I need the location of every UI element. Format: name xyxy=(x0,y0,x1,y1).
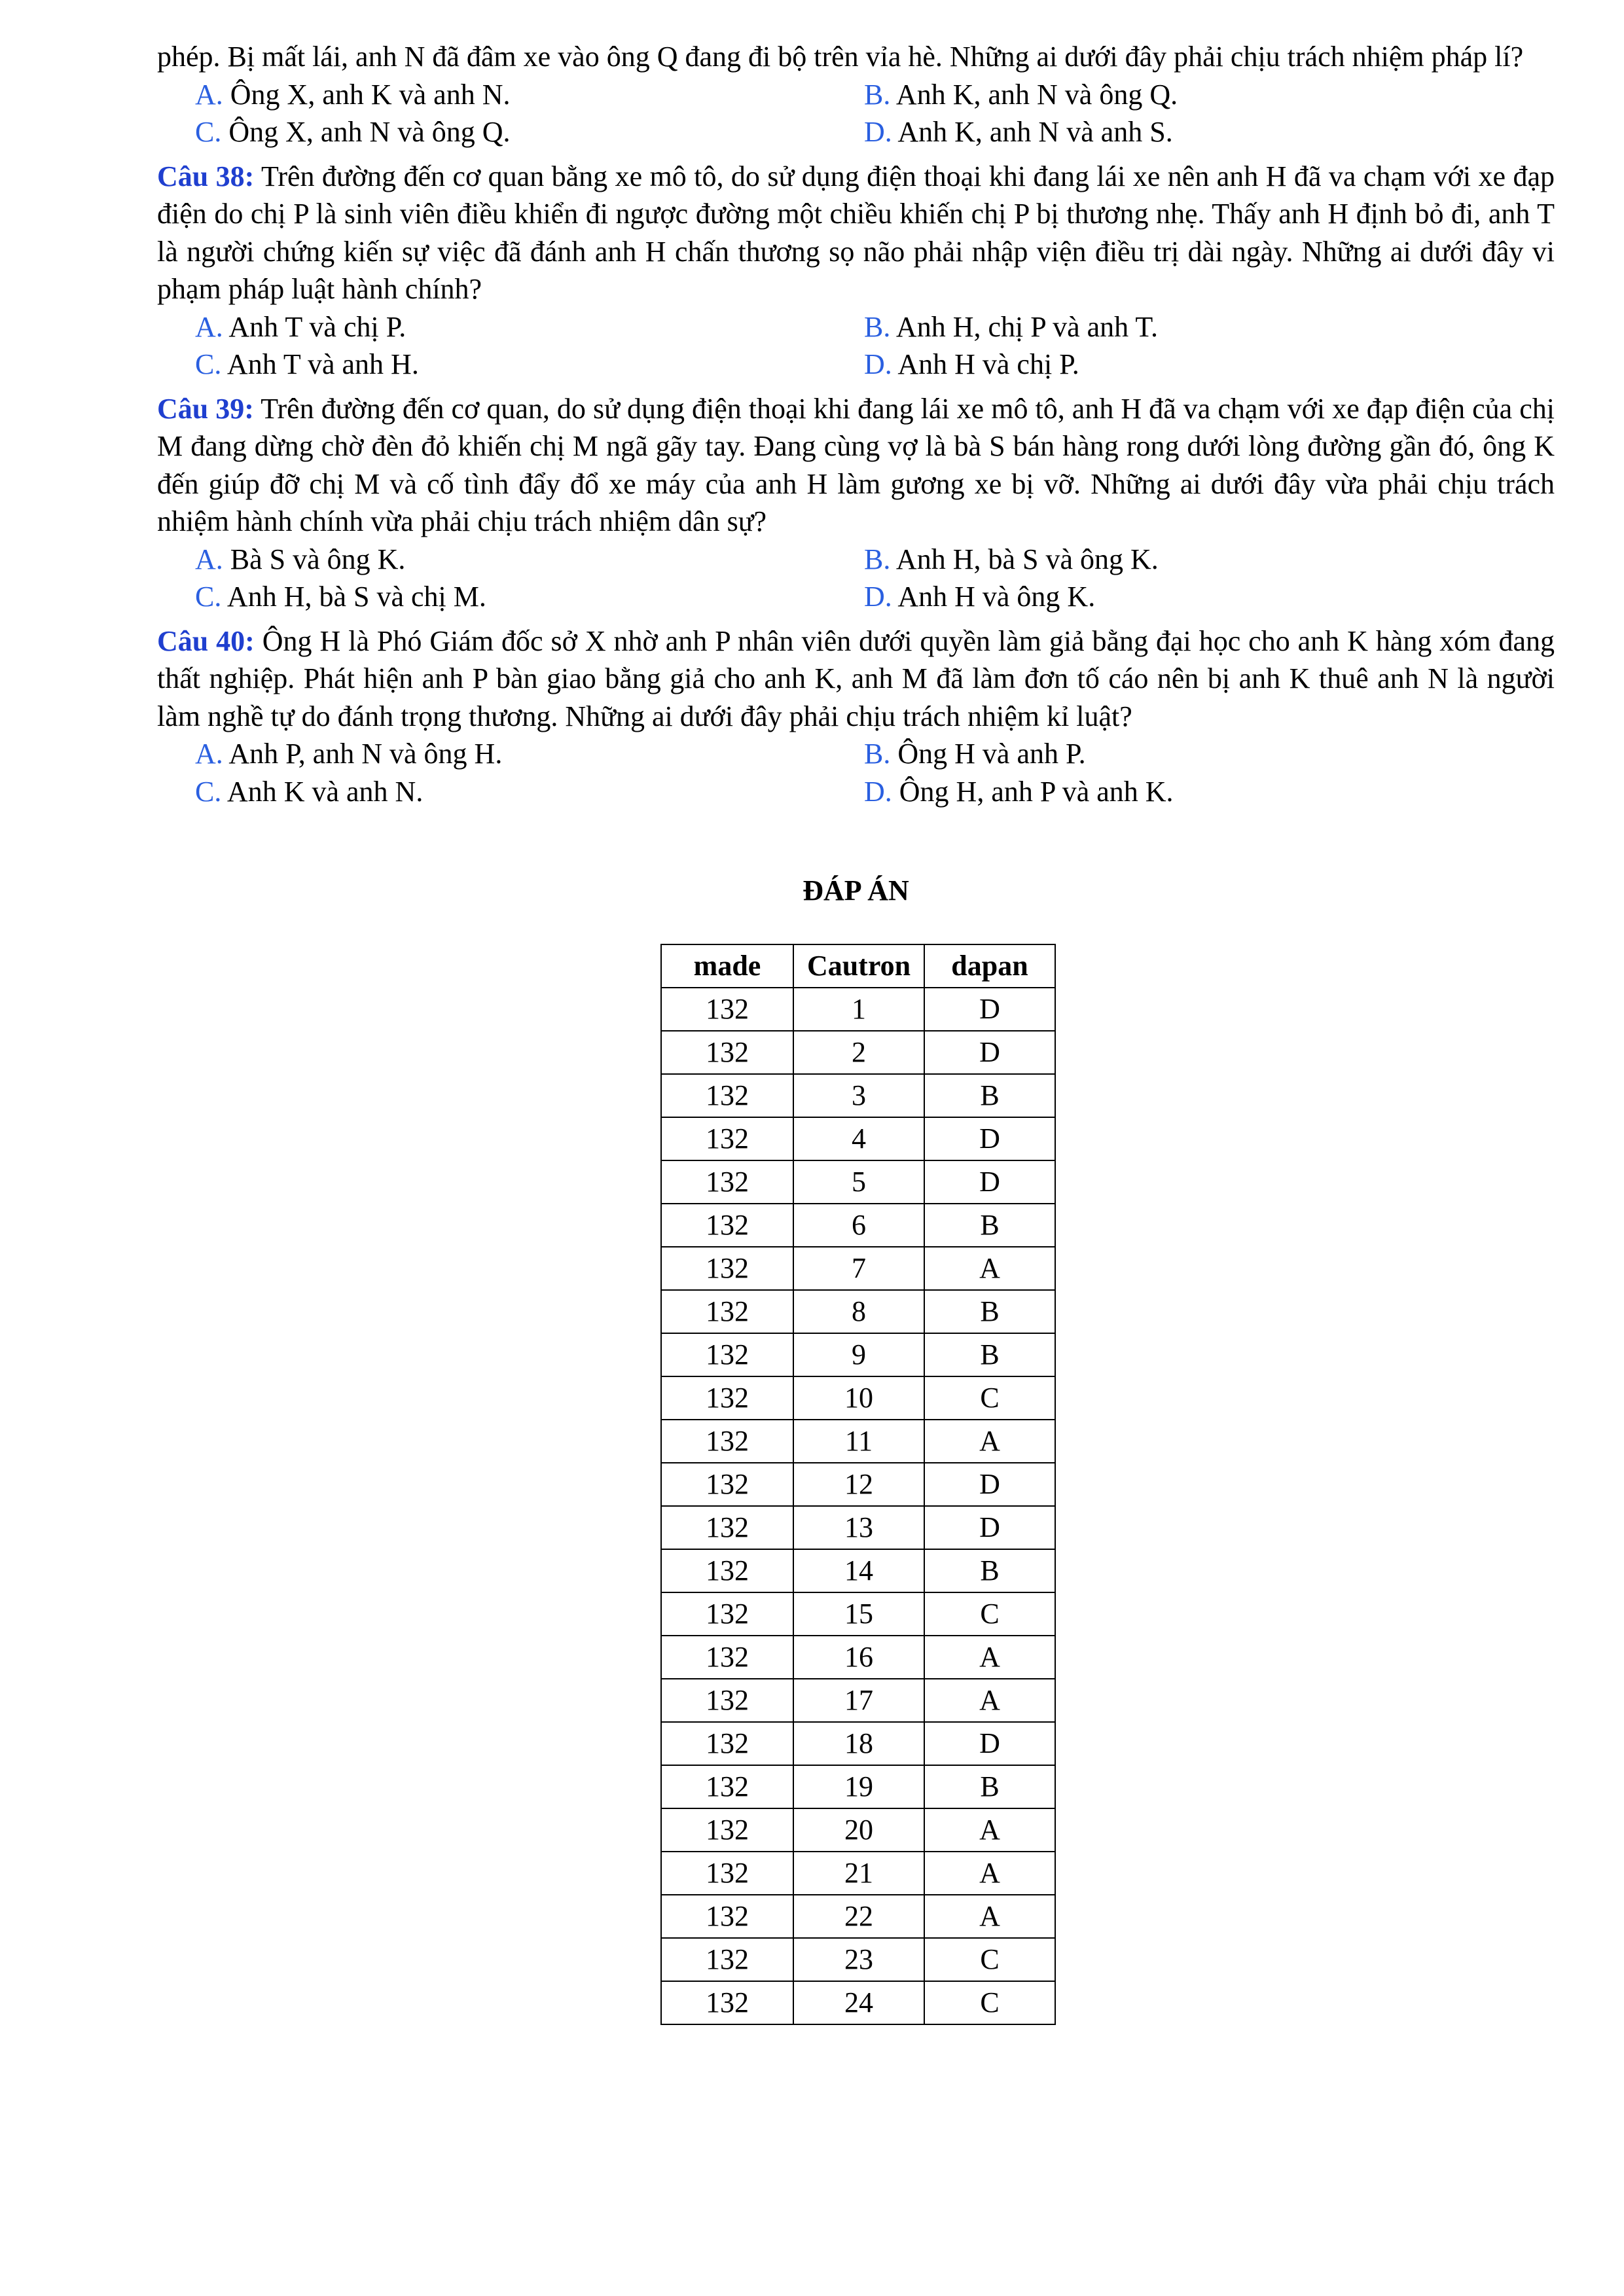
table-row xyxy=(661,1463,1055,1506)
option-letter: A. xyxy=(195,738,223,770)
question-38 xyxy=(157,158,1555,308)
option-text: Anh K, anh N và anh S. xyxy=(892,116,1173,148)
cell-cautron: 1 xyxy=(793,988,924,1031)
cell-cautron: 9 xyxy=(793,1333,924,1376)
cell-made: 132 xyxy=(661,1549,793,1592)
option-row xyxy=(195,346,1555,384)
cell-cautron: 16 xyxy=(793,1636,924,1679)
cell-cautron: 3 xyxy=(793,1074,924,1117)
question-37-continuation: phép. Bị mất lái, anh N đã đâm xe vào ông Q đang đi bộ trên vỉa hè. Những ai dưới đây phải chịu trách nhiệm pháp lí? xyxy=(157,41,1524,73)
option-d xyxy=(864,773,1533,811)
cell-made: 132 xyxy=(661,1765,793,1808)
option-b xyxy=(864,735,1533,773)
option-row xyxy=(195,735,1555,773)
table-row xyxy=(661,1852,1055,1895)
option-text: Anh H, bà S và ông K. xyxy=(890,543,1159,575)
cell-made: 132 xyxy=(661,1938,793,1981)
question-40-options xyxy=(157,735,1555,810)
cell-dapan: A xyxy=(924,1895,1055,1938)
table-row xyxy=(661,1549,1055,1592)
cell-made: 132 xyxy=(661,1981,793,2024)
table-row xyxy=(661,1592,1055,1636)
cell-cautron: 5 xyxy=(793,1160,924,1204)
cell-made: 132 xyxy=(661,1204,793,1247)
cell-cautron: 12 xyxy=(793,1463,924,1506)
option-letter: D. xyxy=(864,348,892,380)
table-row xyxy=(661,1160,1055,1204)
option-c xyxy=(195,113,864,151)
option-letter: C. xyxy=(195,775,222,808)
question-39 xyxy=(157,390,1555,541)
option-text: Anh H và chị P. xyxy=(892,348,1079,380)
cell-made: 132 xyxy=(661,1333,793,1376)
option-letter: B. xyxy=(864,310,891,343)
option-text: Anh H, chị P và anh T. xyxy=(890,310,1158,343)
option-b xyxy=(864,541,1533,579)
option-a xyxy=(195,735,864,773)
option-letter: A. xyxy=(195,310,223,343)
header-cautron: Cautron xyxy=(793,944,924,988)
option-text: Anh H, bà S và chị M. xyxy=(221,581,486,613)
table-row xyxy=(661,1636,1055,1679)
option-row xyxy=(195,541,1555,579)
cell-dapan: D xyxy=(924,1160,1055,1204)
table-row xyxy=(661,1074,1055,1117)
option-text: Ông X, anh K và anh N. xyxy=(223,78,511,111)
cell-made: 132 xyxy=(661,1420,793,1463)
answer-key-table xyxy=(660,944,1056,2025)
question-label: Câu 39: xyxy=(157,392,254,425)
option-text: Ông H, anh P và anh K. xyxy=(892,775,1174,808)
cell-dapan: D xyxy=(924,1117,1055,1160)
cell-cautron: 17 xyxy=(793,1679,924,1722)
cell-dapan: C xyxy=(924,1376,1055,1420)
option-text: Ông X, anh N và ông Q. xyxy=(221,116,511,148)
cell-made: 132 xyxy=(661,1808,793,1852)
option-text: Ông H và anh P. xyxy=(890,738,1086,770)
table-header-row xyxy=(661,944,1055,988)
table-row xyxy=(661,1117,1055,1160)
cell-made: 132 xyxy=(661,1722,793,1765)
answer-key-body xyxy=(661,988,1055,2024)
table-row xyxy=(661,988,1055,1031)
cell-cautron: 6 xyxy=(793,1204,924,1247)
cell-made: 132 xyxy=(661,1074,793,1117)
option-letter: A. xyxy=(195,78,223,111)
cell-cautron: 10 xyxy=(793,1376,924,1420)
cell-dapan: B xyxy=(924,1074,1055,1117)
option-row xyxy=(195,578,1555,616)
cell-made: 132 xyxy=(661,1852,793,1895)
question-40 xyxy=(157,622,1555,736)
table-row xyxy=(661,1938,1055,1981)
option-letter: D. xyxy=(864,581,892,613)
table-row xyxy=(661,1204,1055,1247)
option-row xyxy=(195,773,1555,811)
table-row xyxy=(661,1031,1055,1074)
cell-made: 132 xyxy=(661,1290,793,1333)
option-d xyxy=(864,578,1533,616)
table-row xyxy=(661,1981,1055,2024)
cell-cautron: 19 xyxy=(793,1765,924,1808)
cell-made: 132 xyxy=(661,1160,793,1204)
table-row xyxy=(661,1376,1055,1420)
option-letter: D. xyxy=(864,775,892,808)
cell-made: 132 xyxy=(661,1636,793,1679)
question-label: Câu 40: xyxy=(157,624,255,657)
table-row xyxy=(661,1895,1055,1938)
option-text: Anh H và ông K. xyxy=(892,581,1096,613)
cell-dapan: A xyxy=(924,1808,1055,1852)
option-letter: B. xyxy=(864,543,891,575)
table-row xyxy=(661,1765,1055,1808)
option-letter: C. xyxy=(195,581,222,613)
cell-dapan: D xyxy=(924,1463,1055,1506)
option-row xyxy=(195,76,1555,114)
cell-cautron: 4 xyxy=(793,1117,924,1160)
table-row xyxy=(661,1808,1055,1852)
cell-cautron: 2 xyxy=(793,1031,924,1074)
option-text: Anh T và anh H. xyxy=(221,348,419,380)
cell-cautron: 15 xyxy=(793,1592,924,1636)
cell-made: 132 xyxy=(661,1031,793,1074)
cell-dapan: C xyxy=(924,1592,1055,1636)
cell-cautron: 11 xyxy=(793,1420,924,1463)
cell-cautron: 18 xyxy=(793,1722,924,1765)
cell-cautron: 23 xyxy=(793,1938,924,1981)
question-text: Ông H là Phó Giám đốc sở X nhờ anh P nhân viên dưới quyền làm giả bằng đại học cho anh K hàng xóm đang thất nghiệp. Phát hiện anh P bàn giao bằng giả cho anh K, anh M đã làm đơn tố cáo nên bị anh K thuê anh N là người làm nghề tự do đánh trọng thương. Những ai dưới đây phải chịu trách nhiệm kỉ luật? xyxy=(157,624,1555,732)
cell-cautron: 7 xyxy=(793,1247,924,1290)
cell-dapan: C xyxy=(924,1981,1055,2024)
cell-dapan: B xyxy=(924,1204,1055,1247)
question-39-options xyxy=(157,541,1555,616)
cell-cautron: 24 xyxy=(793,1981,924,2024)
option-letter: B. xyxy=(864,78,891,111)
table-row xyxy=(661,1506,1055,1549)
cell-cautron: 20 xyxy=(793,1808,924,1852)
cell-dapan: D xyxy=(924,1031,1055,1074)
cell-dapan: C xyxy=(924,1938,1055,1981)
cell-made: 132 xyxy=(661,1895,793,1938)
option-letter: C. xyxy=(195,348,222,380)
cell-made: 132 xyxy=(661,988,793,1031)
answer-key-title: ĐÁP ÁN xyxy=(803,874,909,906)
cell-cautron: 8 xyxy=(793,1290,924,1333)
table-row xyxy=(661,1722,1055,1765)
option-text: Bà S và ông K. xyxy=(223,543,406,575)
cell-dapan: A xyxy=(924,1420,1055,1463)
cell-made: 132 xyxy=(661,1247,793,1290)
question-text: Trên đường đến cơ quan, do sử dụng điện thoại khi đang lái xe mô tô, anh H đã va chạm với xe đạp điện của chị M đang dừng chờ đèn đỏ khiến chị M ngã gãy tay. Đang cùng vợ là bà S bán hàng rong dưới lòng đường gần đó, ông K đến giúp đỡ chị M và cố tình đẩy đổ xe máy của anh H làm gương xe bị vỡ. Những ai dưới đây vừa phải chịu trách nhiệm hành chính vừa phải chịu trách nhiệm dân sự? xyxy=(157,392,1555,537)
header-made: made xyxy=(661,944,793,988)
cell-made: 132 xyxy=(661,1592,793,1636)
option-letter: A. xyxy=(195,543,223,575)
table-row xyxy=(661,1247,1055,1290)
cell-cautron: 13 xyxy=(793,1506,924,1549)
option-c xyxy=(195,773,864,811)
option-a xyxy=(195,541,864,579)
cell-dapan: D xyxy=(924,988,1055,1031)
cell-dapan: B xyxy=(924,1290,1055,1333)
cell-made: 132 xyxy=(661,1506,793,1549)
question-38-options xyxy=(157,308,1555,384)
cell-made: 132 xyxy=(661,1117,793,1160)
cell-dapan: D xyxy=(924,1506,1055,1549)
question-37-options xyxy=(157,76,1555,151)
cell-made: 132 xyxy=(661,1376,793,1420)
cell-cautron: 14 xyxy=(793,1549,924,1592)
option-letter: C. xyxy=(195,116,222,148)
option-text: Anh K và anh N. xyxy=(221,775,424,808)
cell-dapan: A xyxy=(924,1679,1055,1722)
cell-dapan: A xyxy=(924,1636,1055,1679)
header-dapan: dapan xyxy=(924,944,1055,988)
option-d xyxy=(864,113,1533,151)
document-content xyxy=(157,38,1555,2025)
cell-dapan: B xyxy=(924,1333,1055,1376)
option-a xyxy=(195,76,864,114)
option-text: Anh K, anh N và ông Q. xyxy=(890,78,1178,111)
table-row xyxy=(661,1679,1055,1722)
cell-dapan: D xyxy=(924,1722,1055,1765)
cell-dapan: A xyxy=(924,1852,1055,1895)
option-row xyxy=(195,113,1555,151)
option-text: Anh T và chị P. xyxy=(223,310,406,343)
option-b xyxy=(864,76,1533,114)
option-c xyxy=(195,578,864,616)
question-label: Câu 38: xyxy=(157,160,255,192)
option-letter: B. xyxy=(864,738,891,770)
option-c xyxy=(195,346,864,384)
table-row xyxy=(661,1420,1055,1463)
option-letter: D. xyxy=(864,116,892,148)
cell-dapan: B xyxy=(924,1549,1055,1592)
cell-made: 132 xyxy=(661,1463,793,1506)
cell-dapan: B xyxy=(924,1765,1055,1808)
option-a xyxy=(195,308,864,346)
question-text: Trên đường đến cơ quan bằng xe mô tô, do sử dụng điện thoại khi đang lái xe nên anh H đã va chạm với xe đạp điện do chị P là sinh viên điều khiển đi ngược đường một chiều khiến chị P bị thương nhẹ. Thấy anh H định bỏ đi, anh T là người chứng kiến sự việc đã đánh anh H chấn thương sọ não phải nhập viện điều trị dài ngày. Những ai dưới đây vi phạm pháp luật hành chính? xyxy=(157,160,1555,305)
table-row xyxy=(661,1290,1055,1333)
cell-made: 132 xyxy=(661,1679,793,1722)
option-text: Anh P, anh N và ông H. xyxy=(223,738,503,770)
table-row xyxy=(661,1333,1055,1376)
option-d xyxy=(864,346,1533,384)
option-b xyxy=(864,308,1533,346)
cell-cautron: 22 xyxy=(793,1895,924,1938)
cell-dapan: A xyxy=(924,1247,1055,1290)
cell-cautron: 21 xyxy=(793,1852,924,1895)
option-row xyxy=(195,308,1555,346)
